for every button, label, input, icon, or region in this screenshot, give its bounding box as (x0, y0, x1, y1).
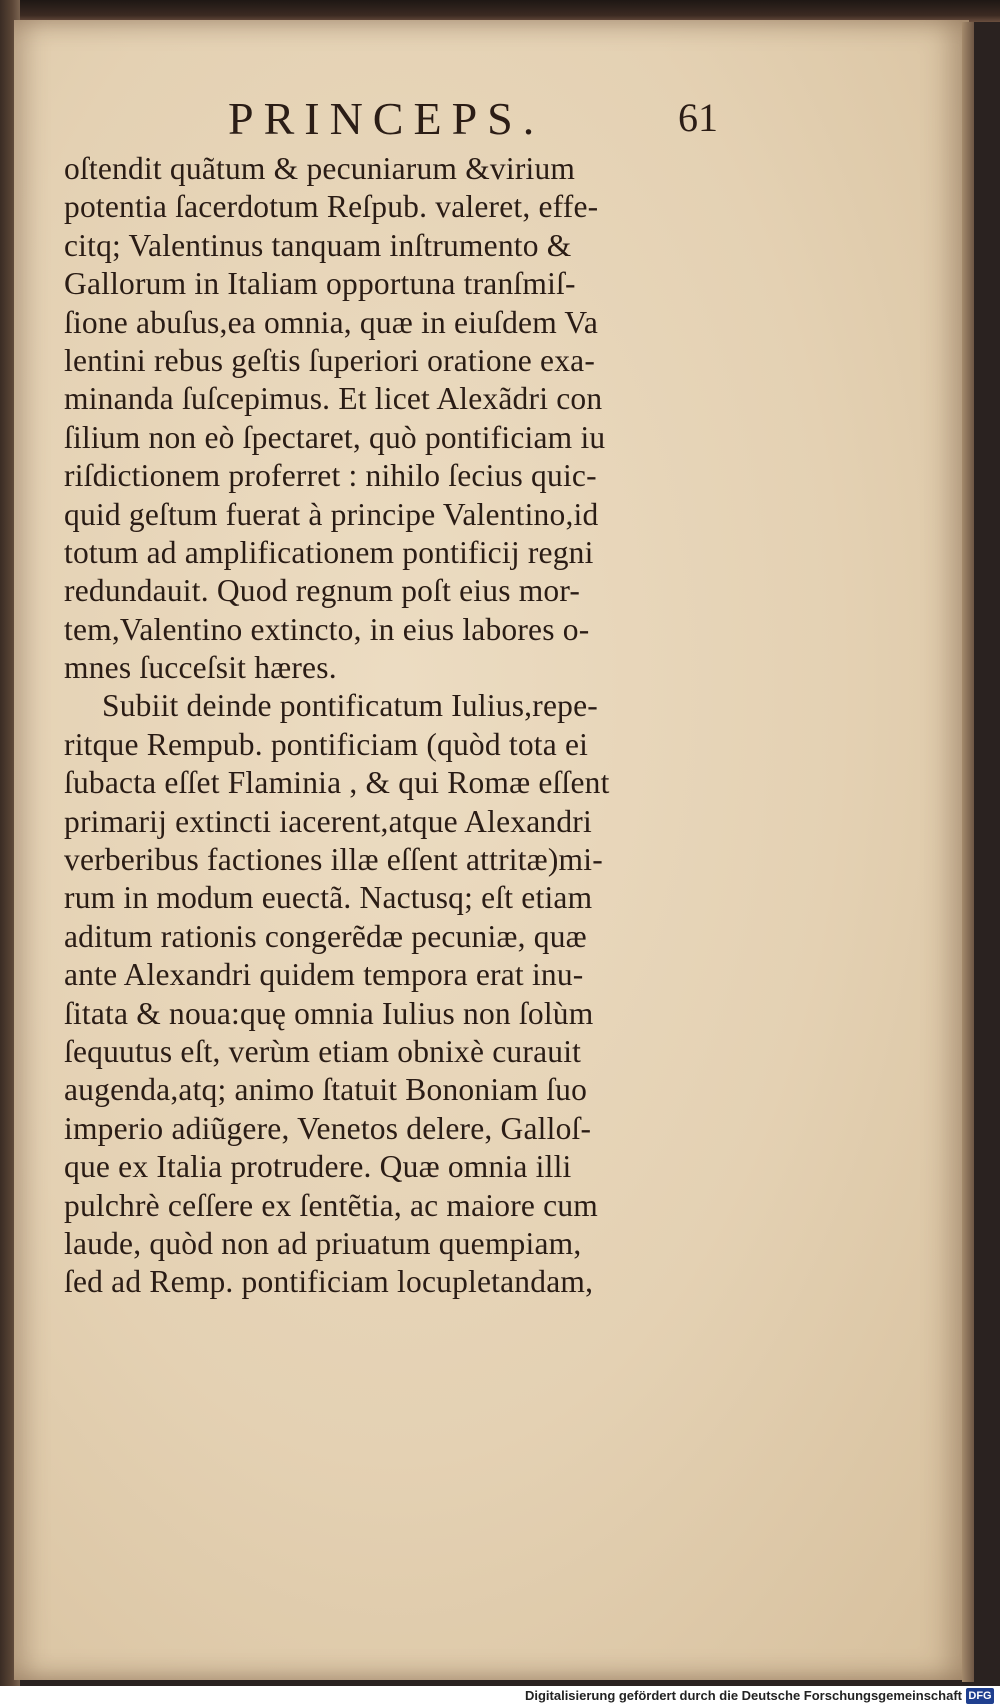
text-line: ſequutus eſt, verùm etiam obnixè curauit (64, 1033, 582, 1069)
page-number: 61 (678, 95, 718, 140)
text-line: primarij extincti iacerent,atque Alexandri (64, 803, 592, 839)
text-line: totum ad amplificationem pontificij regni (64, 534, 594, 570)
text-line: aditum rationis congerẽdæ pecuniæ, quæ (64, 918, 587, 954)
text-line: pulchrè ceſſere ex ſentẽtia, ac maiore cum (64, 1187, 598, 1223)
digitization-credit: Digitalisierung gefördert durch die Deutsche Forschungsgemeinschaft (524, 1688, 962, 1703)
text-line-paragraph-start: Subiit deinde pontificatum Iulius,repe- (102, 688, 598, 724)
text-line: ſilium non eò ſpectaret, quò pontificiam iu (64, 419, 606, 455)
dfg-logo: DFG (966, 1688, 994, 1704)
text-line: oſtendit quãtum & pecuniarum &virium (64, 151, 576, 186)
book-top-edge (0, 0, 1000, 22)
text-line: quid geſtum fuerat à principe Valentino,id (64, 496, 599, 532)
text-line: que ex Italia protrudere. Quæ omnia illi (64, 1149, 572, 1185)
text-line: ritque Rempub. pontificiam (quòd tota ei (64, 726, 589, 762)
text-line: imperio adiũgere, Venetos delere, Galloſ- (64, 1110, 592, 1146)
text-line: augenda,atq; animo ſtatuit Bononiam ſuo (64, 1072, 588, 1108)
text-line: ſitata & noua:quę omnia Iulius non ſolùm (64, 995, 594, 1031)
text-line: lentini rebus geſtis ſuperiori oratione exa- (64, 342, 596, 378)
text-line: riſdictionem proferret : nihilo ſecius quic- (64, 458, 597, 494)
text-line: citq; Valentinus tanquam inſtrumento & (64, 227, 572, 263)
page-right-edge (962, 22, 974, 1682)
text-line: tem,Valentino extincto, in eius labores o- (64, 611, 590, 647)
text-line: ſubacta eſſet Flaminia , & qui Romæ eſſent (64, 765, 610, 801)
text-line: ſione abuſus,ea omnia, quæ in eiuſdem Va (64, 304, 599, 340)
text-line: Gallorum in Italiam opportuna tranſmiſ- (64, 266, 576, 302)
text-line: potentia ſacerdotum Reſpub. valeret, effe- (64, 189, 599, 225)
text-line: verberibus factiones illæ eſſent attritæ)mi- (64, 842, 603, 878)
text-line: minanda ſuſcepimus. Et licet Alexãdri con (64, 381, 603, 417)
text-line: redundauit. Quod regnum poſt eius mor- (64, 573, 581, 609)
text-line: rum in modum euectã. Nactusq; eſt etiam (64, 880, 593, 916)
text-line: laude, quòd non ad priuatum quempiam, (64, 1225, 582, 1261)
body-text (64, 150, 744, 1420)
text-line: ante Alexandri quidem tempora erat inu- (64, 957, 584, 993)
text-line: ſed ad Remp. pontificiam locupletandam, (64, 1264, 594, 1300)
text-line: mnes ſucceſsit hæres. (64, 650, 337, 686)
running-head: PRINCEPS. (228, 93, 545, 144)
